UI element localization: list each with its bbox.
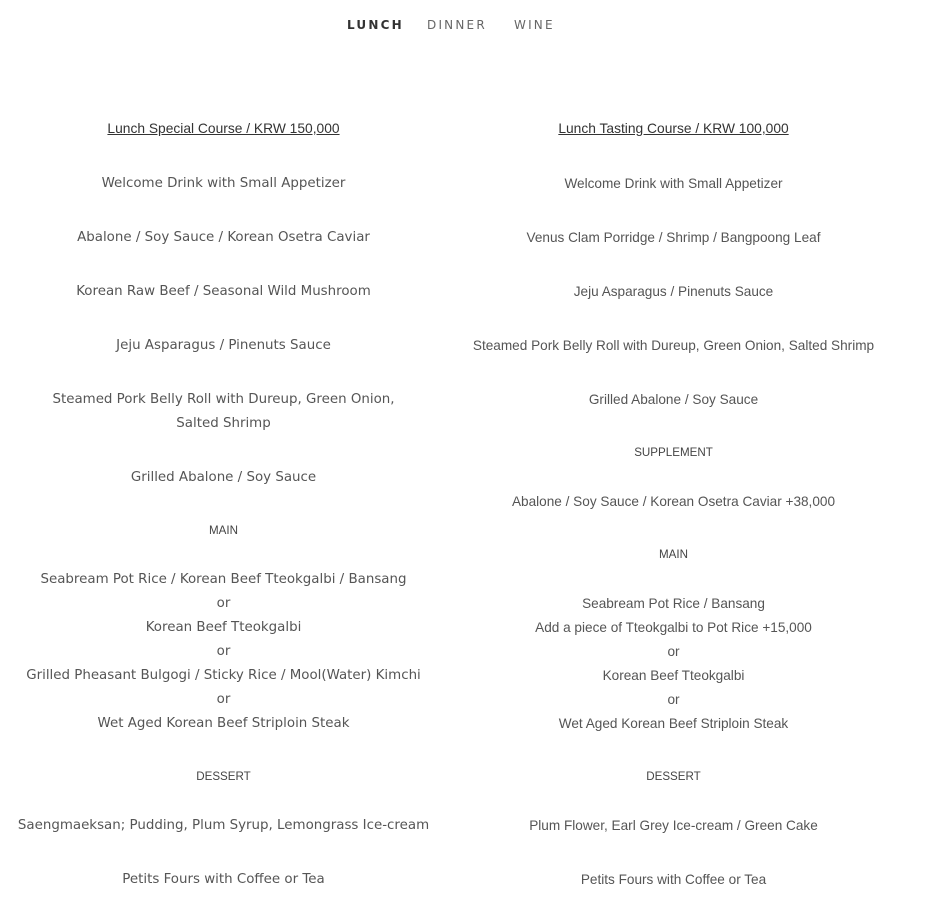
course-item: Welcome Drink with Small Appetizer bbox=[101, 176, 346, 191]
course-item: Abalone / Soy Sauce / Korean Osetra Caviar bbox=[77, 230, 370, 245]
dessert-item: Petits Fours with Coffee or Tea bbox=[580, 872, 767, 887]
or-separator: or bbox=[216, 596, 231, 611]
course-item: Steamed Pork Belly Roll with Dureup, Green Onion, Salted Shrimp bbox=[472, 338, 875, 353]
dessert-item: Petits Fours with Coffee or Tea bbox=[122, 872, 325, 887]
tab-wine[interactable]: WINE bbox=[514, 18, 555, 32]
course-title: Lunch Tasting Course / KRW 100,000 bbox=[558, 121, 789, 136]
main-option: Korean Beef Tteokgalbi bbox=[145, 620, 302, 635]
course-item: Steamed Pork Belly Roll with Dureup, Green Onion, Salted Shrimp bbox=[52, 392, 395, 431]
course-item: Grilled Abalone / Soy Sauce bbox=[130, 470, 317, 485]
supplement-heading: SUPPLEMENT bbox=[634, 446, 713, 459]
main-option: Seabream Pot Rice / Korean Beef Tteokgalbi / Bansang bbox=[40, 572, 407, 587]
or-separator: or bbox=[667, 644, 680, 659]
or-separator: or bbox=[216, 644, 231, 659]
dessert-item: Saengmaeksan; Pudding, Plum Syrup, Lemongrass Ice-cream bbox=[17, 818, 430, 833]
course-item: Welcome Drink with Small Appetizer bbox=[564, 176, 783, 191]
main-option: Seabream Pot Rice / Bansang bbox=[582, 596, 765, 611]
main-option: Wet Aged Korean Beef Striploin Steak bbox=[558, 716, 789, 731]
course-item: Grilled Abalone / Soy Sauce bbox=[588, 392, 759, 407]
main-addon: Add a piece of Tteokgalbi to Pot Rice +15,000 bbox=[535, 620, 812, 635]
main-heading: MAIN bbox=[659, 548, 688, 561]
course-item: Korean Raw Beef / Seasonal Wild Mushroom bbox=[76, 284, 371, 299]
supplement-item: Abalone / Soy Sauce / Korean Osetra Caviar +38,000 bbox=[511, 494, 836, 509]
tab-dinner[interactable]: DINNER bbox=[427, 18, 487, 32]
course-title: Lunch Special Course / KRW 150,000 bbox=[107, 121, 340, 136]
course-item: Jeju Asparagus / Pinenuts Sauce bbox=[573, 284, 774, 299]
or-separator: or bbox=[667, 692, 680, 707]
main-option: Grilled Pheasant Bulgogi / Sticky Rice / Mool(Water) Kimchi bbox=[26, 668, 421, 683]
main-heading: MAIN bbox=[209, 524, 238, 537]
main-option: Korean Beef Tteokgalbi bbox=[602, 668, 745, 683]
dessert-item: Plum Flower, Earl Grey Ice-cream / Green Cake bbox=[529, 818, 818, 833]
main-option: Wet Aged Korean Beef Striploin Steak bbox=[97, 716, 350, 731]
tab-lunch[interactable]: LUNCH bbox=[347, 18, 404, 32]
course-item: Jeju Asparagus / Pinenuts Sauce bbox=[116, 338, 331, 353]
or-separator: or bbox=[216, 692, 231, 707]
menu-tabs bbox=[0, 18, 935, 38]
course-item: Venus Clam Porridge / Shrimp / Bangpoong Leaf bbox=[526, 230, 821, 245]
dessert-heading: DESSERT bbox=[196, 770, 251, 783]
dessert-heading: DESSERT bbox=[646, 770, 701, 783]
